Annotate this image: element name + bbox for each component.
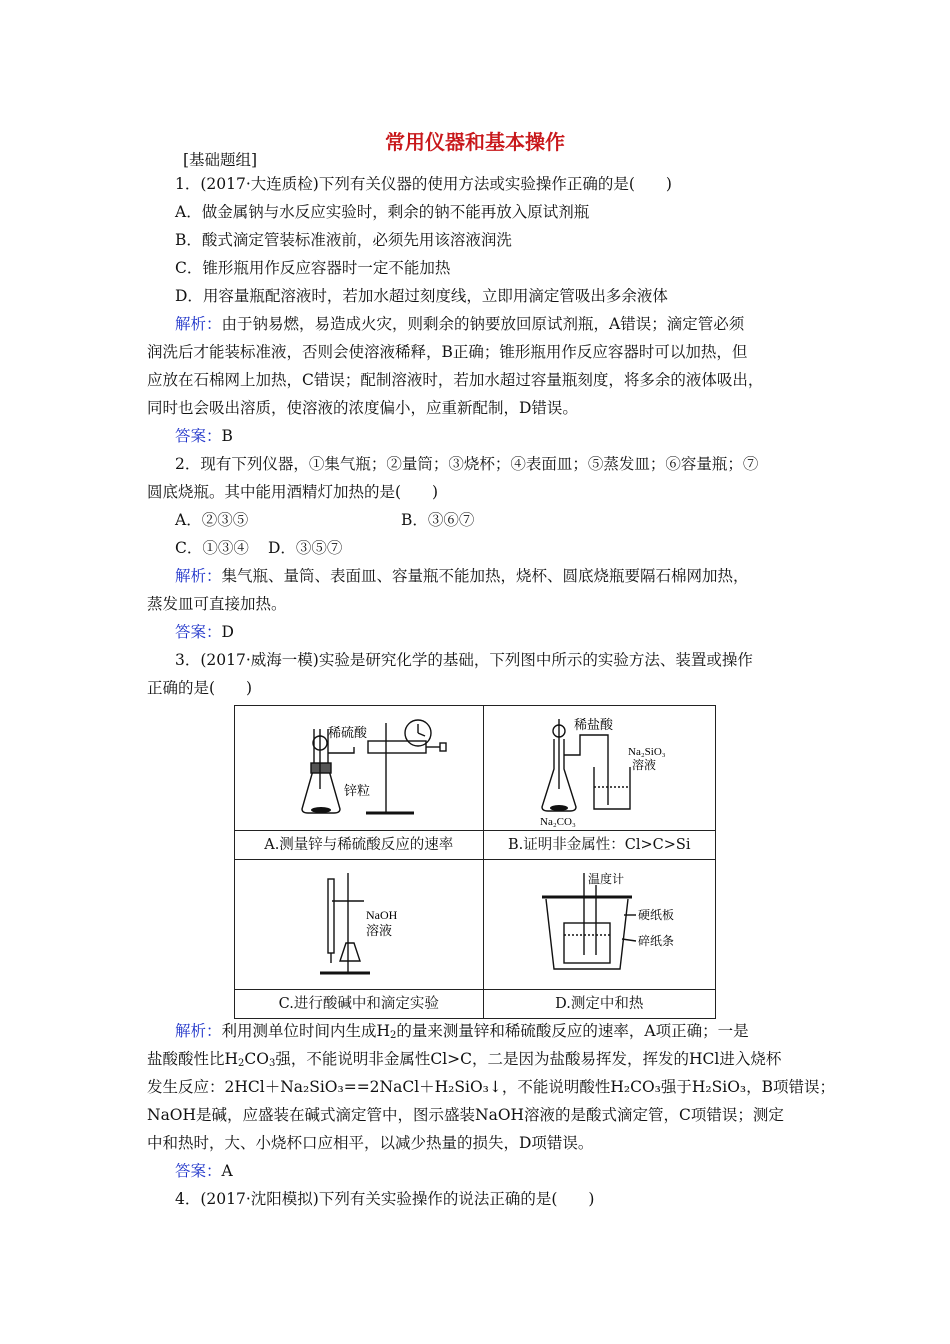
figure-c-cell [235, 859, 484, 989]
q1-stem: 1．(2017·大连质检)下列有关仪器的使用方法或实验操作正确的是( ) [175, 175, 672, 193]
q2-option-b: B．③⑥⑦ [401, 511, 475, 529]
figure-b-cell [483, 706, 715, 831]
analysis-text: 盐酸酸性比H [147, 1050, 239, 1068]
label-sodium-carbonate: Na₂CO₃ [540, 815, 577, 827]
q1-option-b: B．酸式滴定管装标准液前，必须先用该溶液润洗 [175, 231, 512, 249]
caption-c: C.进行酸碱中和滴定实验 [235, 990, 484, 1019]
answer-value: B [221, 427, 233, 445]
figure-a-cell [235, 706, 484, 831]
q1-option-a: A．做金属钠与水反应实验时，剩余的钠不能再放入原试剂瓶 [175, 203, 590, 221]
answer-label: 答案： [175, 623, 222, 641]
apparatus-figure-table [234, 705, 716, 1019]
figure-c-titration-apparatus [236, 863, 482, 985]
label-sodium-silicate: Na₂SiO₃ [628, 745, 666, 758]
q3-stem-line-2: 正确的是( ) [147, 679, 253, 697]
section-heading: [基础题组] [183, 151, 258, 169]
q1-option-d: D．用容量瓶配溶液时，若加水超过刻度线，立即用滴定管吸出多余液体 [175, 287, 668, 305]
answer-label: 答案： [175, 427, 222, 445]
analysis-text: CO [244, 1050, 269, 1068]
q2-answer [175, 622, 234, 642]
q2-option-c: C．①③④ [175, 539, 249, 557]
label-dilute-sulfuric-acid: 稀硫酸 [327, 724, 367, 740]
figure-d-cell [483, 859, 715, 989]
label-cardboard: 硬纸板 [638, 908, 675, 923]
label-naoh-solution: 溶液 [365, 923, 392, 939]
q1-analysis-line-3: 应放在石棉网上加热，C错误；配制溶液时，若加水超过容量瓶刻度，将多余的液体吸出， [147, 371, 764, 389]
q1-analysis-line-2: 润洗后才能装标准液，否则会使溶液稀释，B正确；锥形瓶用作反应容器时可以加热，但 [147, 343, 748, 361]
q1-analysis-line-1 [175, 314, 744, 334]
q1-analysis-line-4: 同时也会吸出溶质，使溶液的浓度偏小，应重新配制，D错误。 [147, 399, 578, 417]
analysis-label: 解析： [175, 1022, 222, 1040]
label-zinc: 锌粒 [343, 782, 370, 798]
q3-stem-line-1: 3．(2017·威海一模)实验是研究化学的基础，下列图中所示的实验方法、装置或操作 [175, 651, 753, 669]
q3-analysis-line-4: NaOH是碱，应盛装在碱式滴定管中，图示盛装NaOH溶液的是酸式滴定管，C项错误；测定 [147, 1106, 784, 1124]
analysis-text: 集气瓶、量筒、表面皿、容量瓶不能加热，烧杯、圆底烧瓶要隔石棉网加热， [221, 567, 749, 585]
page-title: 常用仪器和基本操作 [385, 130, 565, 154]
analysis-text: 由于钠易燃，易造成火灾，则剩余的钠要放回原试剂瓶，A错误；滴定管必须 [221, 315, 745, 333]
label-dilute-hcl: 稀盐酸 [574, 716, 614, 732]
q3-analysis-line-1 [175, 1021, 749, 1041]
q3-analysis-line-3: 发生反应：2HCl＋Na₂SiO₃==2NaCl＋H₂SiO₃↓，不能说明酸性H₂CO₃强于H₂SiO₃，B项错误； [147, 1078, 836, 1096]
label-paper-scraps: 碎纸条 [638, 934, 675, 949]
subscript: 2 [390, 1030, 397, 1041]
subscript: 2 [238, 1058, 245, 1069]
label-thermometer: 温度计 [588, 872, 625, 887]
q1-option-c: C．锥形瓶用作反应容器时一定不能加热 [175, 259, 451, 277]
figure-b-acidity-apparatus [484, 709, 714, 827]
caption-b: B.证明非金属性：Cl>C>Si [483, 830, 715, 859]
subscript: 3 [268, 1058, 276, 1069]
q3-analysis-line-2 [147, 1049, 781, 1069]
label-naoh: NaOH [365, 908, 398, 923]
label-solution: 溶液 [632, 757, 657, 772]
answer-value: D [221, 623, 234, 641]
caption-a: A.测量锌与稀硫酸反应的速率 [235, 830, 484, 859]
answer-label: 答案： [175, 1162, 222, 1180]
caption-d: D.测定中和热 [483, 990, 715, 1019]
answer-value: A [221, 1162, 233, 1180]
q2-analysis-line-1 [175, 566, 749, 586]
figure-a-zinc-acid-apparatus [236, 709, 482, 827]
q2-stem-line-1: 2．现有下列仪器，①集气瓶；②量筒；③烧杯；④表面皿；⑤蒸发皿；⑥容量瓶；⑦ [175, 455, 759, 473]
analysis-text: 强，不能说明非金属性Cl>C，二是因为盐酸易挥发，挥发的HCl进入烧杯 [275, 1050, 782, 1068]
analysis-label: 解析： [175, 315, 222, 333]
q1-answer [175, 426, 233, 446]
q2-option-d: D．③⑤⑦ [268, 539, 343, 557]
figure-d-calorimeter [484, 863, 714, 985]
analysis-label: 解析： [175, 567, 222, 585]
q3-answer [175, 1161, 233, 1181]
q2-option-a: A．②③⑤ [175, 511, 249, 529]
q2-stem-line-2: 圆底烧瓶。其中能用酒精灯加热的是( ) [147, 483, 439, 501]
q2-analysis-line-2: 蒸发皿可直接加热。 [147, 595, 287, 613]
q3-analysis-line-5: 中和热时，大、小烧杯口应相平，以减少热量的损失，D项错误。 [147, 1134, 594, 1152]
q4-stem: 4．(2017·沈阳模拟)下列有关实验操作的说法正确的是( ) [175, 1190, 595, 1208]
analysis-text: 的量来测量锌和稀硫酸反应的速率，A项正确；一是 [396, 1022, 749, 1040]
analysis-text: 利用测单位时间内生成H [221, 1022, 391, 1040]
